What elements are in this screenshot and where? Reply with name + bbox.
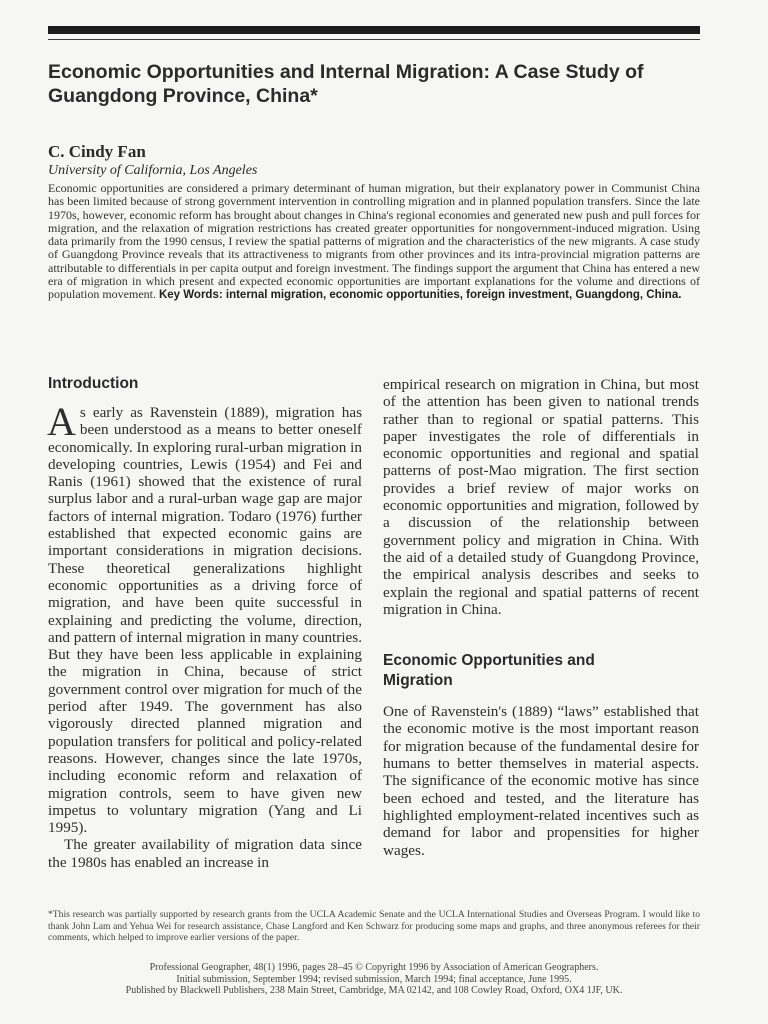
publication-line-1: Professional Geographer, 48(1) 1996, pages 28–45 © Copyright 1996 by Association of American Geographers.	[149, 962, 599, 973]
intro-paragraph-1	[47, 399, 362, 837]
author-name: C. Cindy Fan	[48, 142, 146, 161]
article-title: Economic Opportunities and Internal Migration: A Case Study of Guangdong Province, China*	[48, 61, 644, 107]
section2-paragraph-1: One of Ravenstein's (1889) “laws” established that the economic motive is the most important reason for migration because of the fundamental desire for humans to better themselves in material aspects. The significance of the economic motive has since been echoed and tested, and the literature has highlighted employment-related incentives such as demand for labor and propensities for higher wages.	[383, 703, 699, 859]
section-heading-economic-opportunities: Economic Opportunities and Migration	[383, 652, 595, 690]
header-rule-thin	[48, 39, 700, 40]
left-column	[48, 374, 362, 871]
abstract-text: Economic opportunities are considered a primary determinant of human migration, but their explanatory power in Communist China has been limited because of strong government intervention in controlling migration and in planned population transfers. Since the late 1970s, however, economic reform has brought about changes in China's regional economies and generated new push and pull forces for migration, and the relaxation of migration restrictions has created greater opportunities for nongovernment-induced migration. Using data primarily from the 1990 census, I review the spatial patterns of migration and the characteristics of the new migrants. A case study of Guangdong Province reveals that its attractiveness to migrants from other provinces and its intra-provincial migration patterns are attributable to differentials in per capita output and foreign investment. The findings support the argument that China has entered a new era of migration in which present and expected economic opportunities are important explanations for the volume and directions of population movement.	[48, 181, 700, 302]
author-affiliation: University of California, Los Angeles	[48, 163, 258, 178]
drop-cap: A	[47, 399, 76, 444]
intro-paragraph-2-continued: empirical research on migration in China, but most of the attention has been given to national trends rather than to regional or spatial patterns. This paper investigates the role of differentials in economic opportunities and regional and spatial patterns of post-Mao migration. The first section provides a brief review of major works on economic opportunities and migration, followed by a discussion of the relationship between government policy and migration in China. With the aid of a detailed study of Guangdong Province, the empirical analysis describes and seeks to explain the regional and spatial patterns of recent migration in China.	[383, 376, 699, 618]
publication-info	[48, 962, 700, 997]
right-column	[383, 376, 699, 859]
header-rule-thick	[48, 26, 700, 34]
intro-paragraph-1-text: s early as Ravenstein (1889), migration has been understood as a means to better oneself economically. In exploring rural-urban migration in developing countries, Lewis (1954) and Fei and Ranis (1961) showed that the existence of rural surplus labor and a rural-urban wage gap are major factors of internal migration. Todaro (1976) further established that expected economic gains are important considerations in migration decisions. These theoretical generalizations highlight economic opportunities as a driving force of migration, and have been quite successful in explaining and predicting the volume, direction, and pattern of internal migration in many countries. But they have been less applicable in explaining the migration in China, because of strict government control over migration for much of the period after 1949. The government has also vigorously directed planned migration and population transfers for political and policy-related reasons. However, changes since the late 1970s, including economic reform and relaxation of migration controls, seem to have given new impetus to voluntary migration (Yang and Li 1995).	[48, 404, 362, 837]
footnote: *This research was partially supported by research grants from the UCLA Academic Senate and the UCLA International Studies and Overseas Program. I would like to thank John Lam and Yehua Wei for research assistance, Chase Langford and Ken Schwarz for producing some maps and graphs, and three anonymous referees for their comments, which helped to improve earlier versions of the paper.	[48, 909, 700, 943]
keywords: Key Words: internal migration, economic opportunities, foreign investment, Guangdong, China.	[158, 289, 682, 302]
publication-line-3: Published by Blackwell Publishers, 238 Main Street, Cambridge, MA 02142, and 108 Cowley Road, Oxford, OX4 1JF, UK.	[125, 985, 623, 996]
section-heading-introduction: Introduction	[48, 375, 139, 392]
publication-line-2: Initial submission, September 1994; revised submission, March 1994; final acceptance, June 1995.	[176, 973, 572, 985]
abstract	[48, 182, 700, 303]
intro-paragraph-2: The greater availability of migration data since the 1980s has enabled an increase in	[48, 836, 362, 871]
